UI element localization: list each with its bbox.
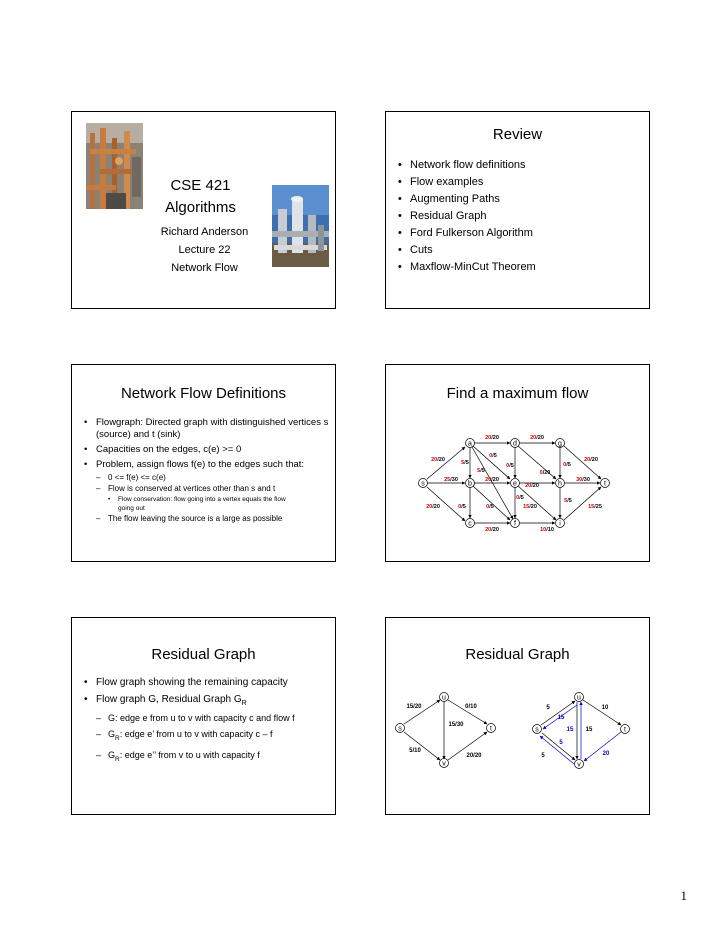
max-flow-graph [386,365,651,563]
label-h-t: 30/30 [576,477,590,483]
label-a-b: 5/5 [461,460,469,466]
g1-label-s-u: 15/20 [406,704,422,710]
gr-edge-v-s [540,736,574,764]
g1-label-s-v: 5/10 [409,748,421,754]
label-b-c: 0/5 [458,504,466,510]
review-item-6: • Cuts [398,242,643,259]
g1-node-u-label: u [442,694,446,702]
residual-bullet-list [84,676,329,768]
residual-sub-g: – G: edge e from u to v with capacity c and flow f [96,710,329,726]
residual-sub-backward-text: : edge e’’ from v to u with capacity f [119,749,260,760]
node-t-label: t [604,480,606,488]
residual-graph-labels [541,705,610,759]
author-block [142,223,267,277]
def-sub-maximize: – The flow leaving the source is a large as possible [96,513,329,524]
residual-sub-backward-r: R [115,755,120,763]
flow-graph-g [396,693,496,768]
g1-node-v-label: v [442,760,446,768]
g1-node-t [487,724,496,733]
residual-sub-forward-text: : edge e’ from u to v with capacity c – f [119,729,273,739]
review-bullet-list [398,157,643,276]
label-s-b: 25/30 [444,477,458,483]
course-name: Algorithms [165,199,236,216]
course-title [138,175,263,219]
g1-node-v [440,759,449,768]
gr-node-u [575,693,584,702]
node-h-label: h [558,480,562,488]
node-g-label: g [558,440,562,448]
def-sub-conservation-text: Flow is conserved at vertices other than s and t [108,484,276,493]
gr-edge-s-v [542,733,575,760]
slide-title-find-max-flow: Find a maximum flow [446,385,589,402]
gr-node-t-label: t [624,726,626,734]
node-b [466,479,475,488]
slide-network-flow-definitions [71,364,336,562]
review-item-2: • Flow examples [398,174,643,191]
label-h-i: 15/25 [588,504,602,510]
gr-edge-u-t [583,700,621,725]
label-a-e: 0/5 [489,453,497,459]
residual-sub-backward [96,747,329,768]
review-item-4: • Residual Graph [398,208,643,225]
label-d-e: 0/5 [506,463,514,469]
slide-title-review: Review [492,126,543,143]
def-capacities: • Capacities on the edges, c(e) >= 0 [84,444,329,456]
gr-label-s-v: 5 [541,753,545,759]
gr-label-u-s: 15 [557,715,565,721]
gr-label-u-v: 15 [585,727,593,733]
node-s [419,479,428,488]
residual-def-2-sub: R [241,700,247,707]
gr-label-s-u: 5 [546,705,550,711]
def-flowgraph: • Flowgraph: Directed graph with distinguished vertices s (source) and t (sink) [84,417,329,441]
node-i [556,519,565,528]
gr-label-u-t: 10 [601,705,609,711]
residual-def-2-text: Flow graph G, Residual Graph G [96,694,242,705]
label-e-i: 15/20 [523,504,537,510]
node-e [511,479,520,488]
slide-find-max-flow [385,364,650,562]
edge-b-f [473,486,510,520]
page-number: 1 [680,888,687,903]
node-a [466,439,475,448]
residual-example-graphs [386,618,651,816]
slide-residual-graph-example [385,617,650,815]
gr-node-v-label: v [577,761,581,769]
label-c-f: 20/20 [485,527,499,533]
node-e-label: e [513,480,517,488]
slide-review [385,111,650,309]
g1-node-t-label: t [490,725,492,733]
node-t [601,479,610,488]
residual-sub-forward-g: G [108,729,116,739]
def-sub-conservation [96,483,329,513]
review-item-1: • Network flow definitions [398,157,643,174]
gr-node-v [575,760,584,769]
label-a-d: 20/20 [485,435,499,441]
slide-title-residual-2: Residual Graph [465,646,570,663]
edge-a-e [473,446,510,479]
g1-label-u-v: 15/30 [448,722,464,728]
edge-s-a [427,447,465,479]
label-g-t: 20/20 [584,457,598,463]
residual-def-2 [84,693,329,768]
g1-node-s [396,724,405,733]
edge-e-i [518,486,556,520]
course-code: CSE 421 [170,177,231,194]
label-d-h: 0/20 [539,470,551,476]
slide-title [71,111,336,309]
label-b-f: 0/5 [516,495,524,501]
node-i-label: i [559,520,561,528]
copper-pipes-photo [86,123,143,209]
label-a-f: 5/5 [477,468,485,474]
node-c-label: c [468,520,472,528]
def-sub-capacity-constraint: – 0 <= f(e) <= c(e) [96,472,329,483]
node-b-label: b [468,480,472,488]
gr-label-v-u: 15 [566,727,574,733]
author-name: Richard Anderson [160,226,249,238]
def-conservation-detail: • Flow conservation: flow going into a vertex equals the flow going out [108,495,303,513]
gr-node-s-label: s [535,726,539,734]
node-c [466,519,475,528]
review-item-5: • Ford Fulkerson Algorithm [398,225,643,242]
g1-label-u-t: 0/10 [465,704,477,710]
g1-node-s-label: s [398,725,402,733]
review-item-7: • Maxflow-MinCut Theorem [398,259,643,276]
lecture-number: Lecture 22 [178,244,231,256]
residual-sub-forward [96,726,329,747]
industrial-pipes-photo [272,185,329,267]
node-a-label: a [468,440,472,448]
slide-residual-graph-definition [71,617,336,815]
label-i-t: 5/5 [564,498,572,504]
label-d-g: 20/20 [530,435,544,441]
g1-label-v-t: 20/20 [466,753,482,759]
residual-sub-forward-r: R [115,734,120,742]
label-s-c: 20/20 [426,504,440,510]
node-d [511,439,520,448]
gr-node-u-label: u [577,694,581,702]
node-g [556,439,565,448]
node-s-label: s [421,480,425,488]
review-item-3: • Augmenting Paths [398,191,643,208]
node-h [556,479,565,488]
label-s-a: 20/20 [431,457,445,463]
residual-sub-backward-g: G [108,749,116,760]
node-d-label: d [513,440,517,448]
gr-label-v-s: 5 [559,740,563,746]
label-e-h: 20/20 [525,483,539,489]
lecture-topic: Network Flow [171,262,238,274]
def-problem [84,459,329,524]
residual-graph-gr [533,693,630,769]
node-f-label: f [514,520,516,528]
node-f [511,519,520,528]
def-problem-text: Problem, assign flows f(e) to the edges such that: [96,459,305,470]
gr-node-t [621,725,630,734]
definitions-bullet-list [84,417,329,524]
residual-def-1: • Flow graph showing the remaining capacity [84,676,329,689]
slide-title-definitions: Network Flow Definitions [120,385,287,402]
label-g-h: 0/5 [563,462,571,468]
gr-node-s [533,725,542,734]
g1-node-u [440,693,449,702]
gr-label-t-v: 20 [602,751,610,757]
g1-edge-s-v [404,732,440,760]
label-f-i: 10/10 [540,527,554,533]
label-e-f: 0/5 [486,504,494,510]
label-b-e: 20/20 [485,477,499,483]
slide-title-residual-1: Residual Graph [151,646,256,663]
